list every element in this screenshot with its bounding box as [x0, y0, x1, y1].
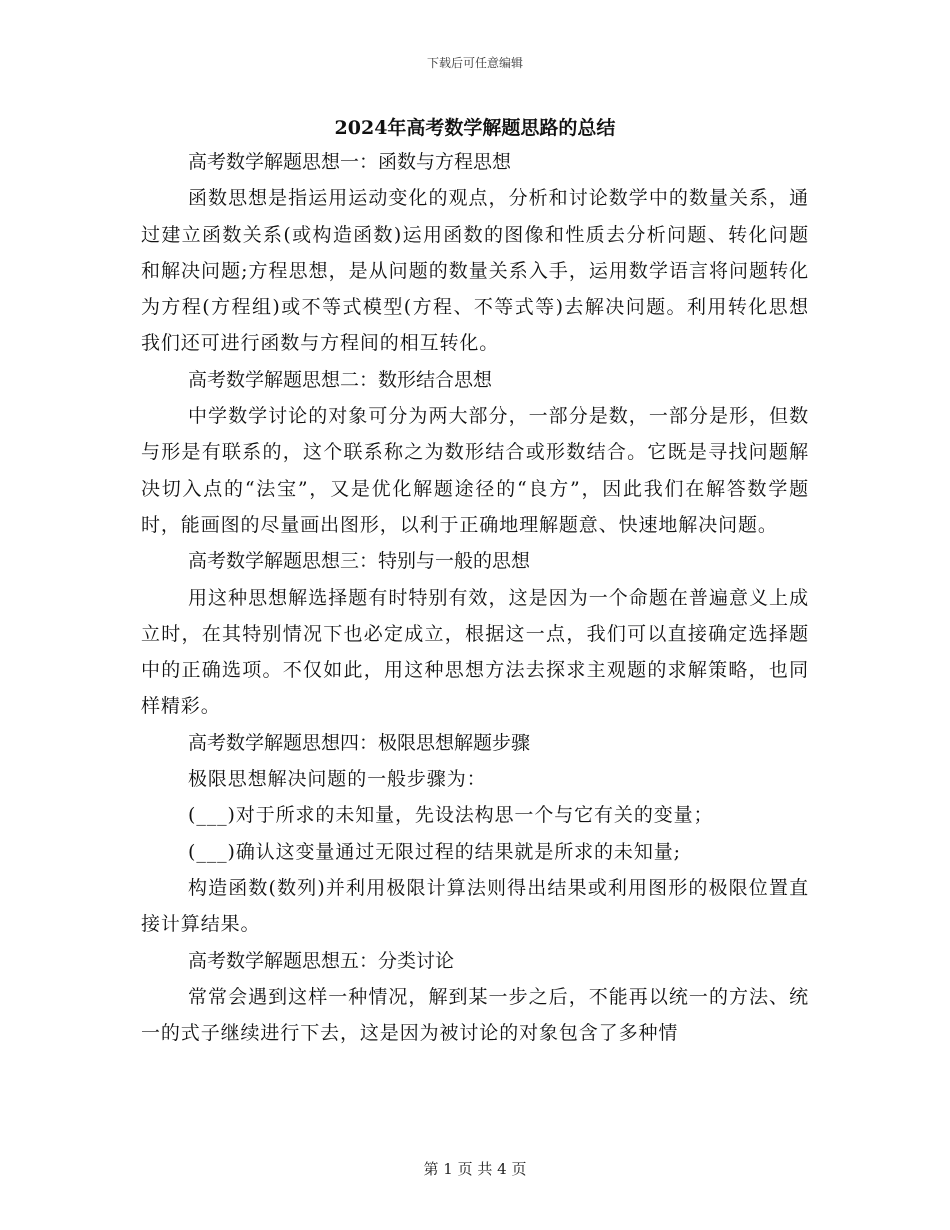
header-note: 下载后可任意编辑	[426, 56, 523, 70]
section-paragraph-1: 函数思想是指运用运动变化的观点，分析和讨论数学中的数量关系，通过建立函数关系(或构造函数)运用函数的图像和性质去分析问题、转化问题和解决问题;方程思想，是从问题的数量关系入手，运用数学语言将问题转化为方程(方程组)或不等式模型(方程、不等式等)去解决问题。利用转化思想我们还可进行函数与方程间的相互转化。	[141, 187, 809, 355]
section-paragraph-4: 构造函数(数列)并利用极限计算法则得出结果或利用图形的极限位置直接计算结果。	[141, 876, 809, 936]
section-heading-1: 高考数学解题思想一：函数与方程思想	[188, 151, 512, 173]
page-number-footer: 第 1 页 共 4 页	[423, 1160, 527, 1178]
step-item-2: (___)确认这变量通过无限过程的结果就是所求的未知量;	[188, 840, 681, 863]
section-heading-4: 高考数学解题思想四：极限思想解题步骤	[188, 731, 531, 754]
step-item-1: (___)对于所求的未知量，先设法构思一个与它有关的变量；	[188, 804, 714, 827]
document-body	[141, 113, 809, 1051]
steps-intro: 极限思想解决问题的一般步骤为：	[188, 768, 487, 791]
section-heading-2: 高考数学解题思想二：数形结合思想	[188, 368, 493, 391]
section-paragraph-2: 中学数学讨论的对象可分为两大部分，一部分是数，一部分是形，但数与形是有联系的，这个联系称之为数形结合或形数结合。它既是寻找问题解决切入点的“法宝”，又是优化解题途径的“良方”，因此我们在解答数学题时，能画图的尽量画出图形，以利于正确地理解题意、快速地解决问题。	[141, 405, 809, 536]
section-heading-5: 高考数学解题思想五：分类讨论	[188, 949, 455, 972]
section-paragraph-5: 常常会遇到这样一种情况，解到某一步之后，不能再以统一的方法、统一的式子继续进行下去，这是因为被讨论的对象包含了多种情	[141, 985, 809, 1045]
document-title: 2024年高考数学解题思路的总结	[334, 117, 616, 139]
section-heading-3: 高考数学解题思想三：特别与一般的思想	[188, 550, 531, 573]
section-paragraph-3: 用这种思想解选择题有时特别有效，这是因为一个命题在普遍意义上成立时，在其特别情况下也必定成立，根据这一点，我们可以直接确定选择题中的正确选项。不仅如此，用这种思想方法去探求主观题的求解策略，也同样精彩。	[141, 586, 809, 718]
